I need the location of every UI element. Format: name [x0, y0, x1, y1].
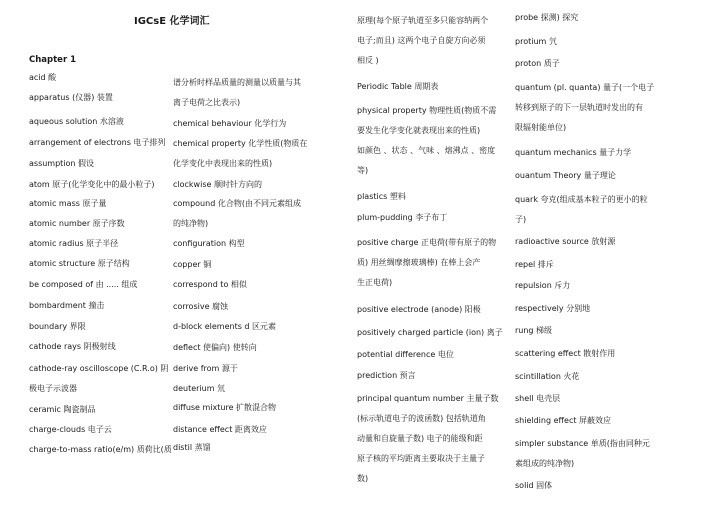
vocab-entry	[29, 175, 179, 195]
vocab-entry-line: (标示轨道电子的波函数) 包括轨道角	[357, 414, 486, 423]
vocab-entry	[173, 275, 323, 295]
vocab-entry-line: simpler substance 单质(指由同种元	[515, 439, 650, 448]
vocab-entry-line: bombardment 撞击	[29, 301, 105, 310]
vocab-entry-line: 限辐射能单位)	[515, 123, 567, 132]
vocab-entry	[29, 317, 179, 337]
vocab-entry	[173, 420, 323, 440]
vocab-entry-line: apparatus (仪器) 装置	[29, 93, 113, 102]
vocab-entry	[515, 54, 665, 74]
vocab-entry-line: chemical property 化学性质(物质在	[173, 139, 308, 148]
vocab-entry-line: atom 原子(化学变化中的最小粒子)	[29, 180, 155, 189]
vocab-entry-line: atomic number 原子序数	[29, 219, 125, 228]
vocab-entry-line: clockwise 顺时针方向的	[173, 180, 262, 189]
vocab-entry-line: configuration 构型	[173, 239, 245, 248]
vocab-entry	[173, 379, 323, 399]
vocab-entry-line: scintillation 火花	[515, 372, 580, 381]
vocab-entry	[357, 366, 507, 386]
vocab-entry-line: radioactive source 放射源	[515, 237, 616, 246]
vocab-entry-line: d-block elements d 区元素	[173, 322, 277, 331]
vocab-entry-line: protium 氕	[515, 37, 557, 46]
vocab-entry-line: cathode rays 阴极射线	[29, 342, 116, 351]
vocab-entry-line: aqueous solution 水溶液	[29, 117, 124, 126]
vocab-entry	[29, 440, 179, 460]
vocab-entry-line: atomic radius 原子半径	[29, 239, 119, 248]
vocab-entry	[515, 255, 665, 275]
vocab-entry-line: cathode-ray oscilloscope (C.R.o) 阴	[29, 364, 169, 373]
vocab-entry-line: potential difference 电位	[357, 350, 454, 359]
vocab-entry-line: diffuse mixture 扩散混合物	[173, 403, 277, 412]
vocab-entry-line: plastics 塑料	[357, 192, 406, 201]
vocab-entry	[29, 154, 179, 174]
vocab-entry	[515, 8, 665, 28]
vocab-entry	[29, 359, 179, 399]
vocab-entry	[173, 73, 323, 113]
vocab-entry-line: positive electrode (anode) 阳极	[357, 305, 481, 314]
vocab-entry	[515, 190, 665, 230]
vocab-entry-line: 原理(每个原子轨道至多只能容纳两个	[357, 16, 489, 25]
vocab-entry	[173, 255, 323, 275]
vocab-entry-line: Periodic Table 周期表	[357, 82, 439, 91]
vocab-entry-line: 生正电荷)	[357, 278, 393, 287]
vocab-entry	[515, 344, 665, 364]
vocab-entry-line: 化学变化中表现出来的性质)	[173, 159, 273, 168]
vocab-entry-line: shell 电壳层	[515, 394, 561, 403]
chapter-heading: Chapter 1	[29, 55, 77, 65]
vocab-entry-line: 质) 用丝绸摩擦玻璃棒) 在棒上会产	[357, 258, 481, 267]
vocab-entry-line: corrosive 腐蚀	[173, 302, 229, 311]
vocab-entry-line: chemical behaviour 化学行为	[173, 119, 287, 128]
vocab-entry-line: quark 夸克(组成基本粒子的更小的粒	[515, 195, 648, 204]
vocab-entry	[357, 345, 507, 365]
vocab-entry-line: physical property 物理性质(物质不需	[357, 106, 497, 115]
vocab-entry	[515, 78, 665, 138]
vocab-entry	[29, 296, 179, 316]
vocab-entry	[515, 143, 665, 163]
vocab-entry-line: deflect 使偏向) 使转向	[173, 343, 257, 352]
vocab-entry	[357, 389, 507, 489]
vocab-entry	[515, 166, 665, 186]
vocab-entry-line: 转移到原子的下一层轨道时发出的有	[515, 103, 643, 112]
vocab-entry-line: charge-clouds 电子云	[29, 425, 112, 434]
vocab-entry-line: positively charged particle (ion) 离子	[357, 328, 503, 337]
vocab-entry	[515, 434, 665, 474]
vocab-entry	[173, 438, 323, 458]
vocab-entry-line: scattering effect 散射作用	[515, 349, 616, 358]
vocab-entry	[173, 134, 323, 174]
vocab-entry-line: ouantum Theory 量子理论	[515, 171, 616, 180]
vocab-entry-line: 的纯净物)	[173, 219, 209, 228]
vocab-entry-line: distil 蒸馏	[173, 443, 211, 452]
vocab-entry	[29, 420, 179, 440]
vocab-entry-line: atomic mass 原子量	[29, 199, 107, 208]
vocab-entry-line: atomic structure 原子结构	[29, 259, 130, 268]
vocab-entry	[515, 476, 665, 496]
vocab-entry-line: principal quantum number 主量子数	[357, 394, 499, 403]
vocab-entry-line: 动量和自旋量子数) 电子的能级和距	[357, 434, 483, 443]
vocab-entry-line: prediction 预言	[357, 371, 416, 380]
vocab-entry	[357, 208, 507, 228]
vocab-entry-line: correspond to 相似	[173, 280, 247, 289]
vocab-entry-line: quantum (pl. quanta) 量子(一个电子	[515, 83, 655, 92]
vocab-entry-line: distance effect 距离效应	[173, 425, 267, 434]
vocab-entry	[173, 234, 323, 254]
document-title: IGCsE 化学词汇	[134, 16, 210, 27]
vocab-entry-line: be composed of 由 ..... 组成	[29, 280, 138, 289]
vocab-entry-line: deuterium 氘	[173, 384, 226, 393]
vocab-entry	[173, 297, 323, 317]
vocab-entry-line: 如颜色 、状态 、气味 、熔沸点 、密度	[357, 146, 496, 155]
vocab-entry	[357, 300, 507, 320]
vocab-entry-line: 素组成的纯净物)	[515, 459, 575, 468]
vocab-entry-line: 相反 )	[357, 56, 379, 65]
vocab-entry	[29, 68, 179, 88]
vocab-entry-line: copper 铜	[173, 260, 212, 269]
vocab-entry-line: repulsion 斥力	[515, 281, 571, 290]
vocab-entry	[173, 338, 323, 358]
vocab-entry-line: 要发生化学变化就表现出来的性质)	[357, 126, 481, 135]
vocab-entry	[29, 275, 179, 295]
vocab-entry-line: proton 质子	[515, 59, 560, 68]
vocab-entry	[357, 187, 507, 207]
vocab-entry	[515, 389, 665, 409]
vocab-entry-line: boundary 界限	[29, 322, 86, 331]
vocab-entry-line: 谱分析时样品质量的测量以质量与其	[173, 78, 301, 87]
vocab-entry-line: 极电子示波器	[29, 384, 77, 393]
vocab-entry	[357, 233, 507, 293]
vocab-entry	[515, 232, 665, 252]
vocab-entry-line: acid 酸	[29, 73, 57, 82]
vocab-entry-line: charge-to-mass ratio(e/m) 质荷比(质	[29, 445, 172, 454]
vocab-entry-line: assumption 假设	[29, 159, 95, 168]
vocab-entry	[173, 317, 323, 337]
vocab-entry	[173, 398, 323, 418]
vocab-entry-line: compound 化合物(由不同元素组成	[173, 199, 301, 208]
vocab-entry	[515, 32, 665, 52]
vocab-entry	[29, 400, 179, 420]
vocab-entry	[515, 367, 665, 387]
vocab-entry-line: quantum mechanics 量子力学	[515, 148, 632, 157]
vocab-entry-line: repel 排斥	[515, 260, 554, 269]
vocab-entry-line: respectively 分别地	[515, 304, 591, 313]
vocab-entry	[515, 299, 665, 319]
vocab-entry	[29, 254, 179, 274]
vocab-entry-line: 数)	[357, 474, 369, 483]
vocab-entry	[173, 114, 323, 134]
vocab-entry	[515, 411, 665, 431]
vocab-entry	[515, 276, 665, 296]
vocab-entry	[29, 337, 179, 357]
vocab-entry-line: solid 固体	[515, 481, 553, 490]
vocab-entry-line: 离子电荷之比表示)	[173, 98, 241, 107]
vocab-entry-line: probe 探测) 探究	[515, 13, 579, 22]
vocab-entry-line: 原子核的平均距离主要取决于主量子	[357, 454, 485, 463]
vocab-entry	[173, 194, 323, 234]
vocab-entry-line: derive from 源于	[173, 364, 238, 373]
vocab-entry-line: ceramic 陶瓷制品	[29, 405, 96, 414]
vocab-entry	[29, 234, 179, 254]
vocab-entry-line: arrangement of electrons 电子排列	[29, 138, 166, 147]
vocab-entry-line: shielding effect 屏蔽效应	[515, 416, 612, 425]
vocab-entry-line: 子)	[515, 215, 527, 224]
vocab-entry	[173, 175, 323, 195]
vocab-entry-line: 等)	[357, 166, 369, 175]
vocab-entry	[357, 323, 507, 343]
vocab-entry-line: 电子;而且) 这两个电子自旋方向必须	[357, 36, 486, 45]
vocab-entry	[173, 359, 323, 379]
vocab-entry	[29, 112, 179, 132]
vocab-entry	[29, 214, 179, 234]
vocab-entry	[357, 77, 507, 97]
vocab-entry	[29, 194, 179, 214]
vocab-entry	[515, 321, 665, 341]
vocab-entry	[29, 133, 179, 153]
vocab-entry	[29, 88, 179, 108]
vocab-entry-line: rung 梯级	[515, 326, 553, 335]
vocab-entry	[357, 11, 507, 71]
vocab-entry-line: plum-pudding 李子布丁	[357, 213, 448, 222]
vocab-entry	[357, 101, 507, 181]
vocab-entry-line: positive charge 正电荷(带有原子的物	[357, 238, 497, 247]
